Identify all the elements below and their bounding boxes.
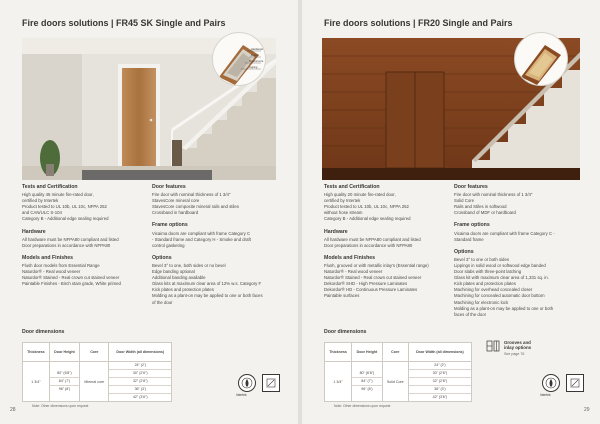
section-heading: Frame options bbox=[454, 222, 490, 229]
text-line: Door preparations in accordance with NFPA80 bbox=[22, 242, 111, 248]
page-number: 28 bbox=[10, 407, 16, 413]
text-line: of the door bbox=[152, 299, 173, 305]
height-value: 96" (8') bbox=[361, 387, 373, 391]
height-value: 84" (7') bbox=[50, 378, 79, 386]
text-line: Standard frame bbox=[454, 236, 484, 242]
page-number: 29 bbox=[584, 407, 590, 413]
text-line: High quality 20 minute fire-rated door, bbox=[324, 192, 396, 198]
text-line: - Standard frame and Category H - Smoke and draft bbox=[152, 236, 251, 242]
table-header: Door Width (all dimensions) bbox=[109, 343, 172, 362]
width-value: 42" (3'6") bbox=[132, 395, 148, 399]
table-header: Thickness bbox=[325, 343, 352, 362]
width-value: 30" (2'6") bbox=[409, 370, 471, 378]
section-frame-options bbox=[454, 222, 578, 242]
section-heading: Models and Finishes bbox=[324, 254, 376, 261]
section-heading: Tests and Certification bbox=[324, 184, 380, 190]
fire-label-logo bbox=[542, 374, 560, 392]
table-row bbox=[23, 362, 172, 402]
table-header: Door Width (all dimensions) bbox=[408, 343, 471, 362]
left-column-1 bbox=[22, 184, 140, 293]
groove-subtitle: See page 76 bbox=[504, 351, 525, 356]
text-line: Vicaima doors are compliant with frame Category C - bbox=[454, 230, 555, 236]
text-line: Crossband in hardboard bbox=[152, 210, 199, 216]
text-line: Lippings in solid wood or softwood edge banded bbox=[454, 262, 546, 268]
text-line: Kick plates and protection plates bbox=[152, 287, 214, 293]
section-hardware bbox=[22, 229, 140, 249]
logo-caption: Intertek bbox=[236, 393, 247, 397]
table-header: Core bbox=[80, 343, 109, 362]
page-title: Fire doors solutions | FR20 Single and Pairs bbox=[324, 18, 513, 28]
text-line: Naturdor® Stained - Real crown cut stained veneer bbox=[324, 275, 422, 281]
text-line: Machining for concealed automatic door bottom bbox=[454, 293, 545, 299]
groove-title: inlay options bbox=[504, 345, 532, 351]
text-line: control gasketing bbox=[152, 242, 185, 248]
dimensions-title: Door dimensions bbox=[22, 329, 65, 335]
text-line: Product tested to UL 10b, UL 10c, NFPA 252 bbox=[324, 204, 409, 210]
dimensions-title: Door dimensions bbox=[324, 329, 367, 335]
section-heading: Options bbox=[454, 248, 474, 255]
door-core-inset bbox=[514, 32, 568, 86]
section-heading: Options bbox=[152, 254, 172, 261]
inset-label: Hardwood bbox=[251, 48, 263, 51]
text-line: All hardware must be NFPA80 compliant and listed bbox=[324, 236, 421, 242]
text-line: certified by Intertek bbox=[324, 198, 361, 204]
text-line: Edge banding optional bbox=[152, 269, 195, 275]
right-page bbox=[302, 0, 600, 424]
text-line: Crossband of MDF or hardboard bbox=[454, 210, 516, 216]
table-cell: 1 3/4" bbox=[325, 362, 352, 402]
height-value: 80" (6'8") bbox=[352, 370, 382, 378]
dimensions-note: Note: Other dimensions upon request bbox=[32, 404, 89, 408]
groove-text bbox=[504, 340, 531, 357]
table-cell bbox=[352, 362, 383, 402]
text-line: Dekordor® SHD - High Pressure Laminates bbox=[324, 281, 408, 287]
table-cell: 1 3/4" bbox=[23, 362, 50, 402]
inset-label: Mineral core bbox=[249, 60, 264, 63]
text-line: Glass kits at maximum clear area of 12% w.s. Category F bbox=[152, 281, 262, 287]
width-value: 24" (2') bbox=[109, 362, 171, 370]
text-line: Paintable Finishes - Birch stain grade, White primed bbox=[22, 281, 121, 287]
table-cell bbox=[408, 362, 471, 402]
text-line: Naturdor® Stained - Real crown cut stained veneer bbox=[22, 275, 120, 281]
table-row bbox=[325, 362, 472, 402]
text-line: StavesCore composite mineral rails and stiles bbox=[152, 204, 239, 210]
text-line: Machining for electronic lock bbox=[454, 299, 509, 305]
text-line: Door preparations in accordance with NFPA80 bbox=[324, 242, 413, 248]
door-core-inset bbox=[212, 32, 266, 86]
inset-label: Frame bbox=[251, 54, 259, 57]
text-line: Category B - Additional edge sealing required bbox=[324, 216, 411, 222]
height-value: 80" (6'8") bbox=[50, 370, 79, 378]
text-line: faces of the door bbox=[454, 311, 487, 317]
text-line: Molding as a plant-on may be applied to one or both faces bbox=[152, 293, 263, 299]
section-options bbox=[152, 255, 276, 306]
groove-options-callout bbox=[486, 340, 531, 357]
section-door-features bbox=[152, 184, 276, 216]
table-cell: Solid Core bbox=[382, 362, 408, 402]
text-line: High quality 45 minute fire-rated door, bbox=[22, 192, 94, 198]
text-line: Solid Core bbox=[454, 198, 475, 204]
text-line: Paintable surfaces bbox=[324, 293, 360, 299]
table-header: Thickness bbox=[23, 343, 50, 362]
section-models bbox=[324, 255, 442, 300]
table-header: Door Height bbox=[352, 343, 383, 362]
width-value: 36" (3') bbox=[109, 386, 171, 394]
text-line: All hardware must be NFPA80 compliant and listed bbox=[22, 236, 119, 242]
width-value: 30" (2'6") bbox=[109, 370, 171, 378]
logo-caption: Intertek bbox=[540, 393, 551, 397]
text-line: certified by Intertek bbox=[22, 198, 59, 204]
text-line: Fire door with nominal thickness of 1 3/4" bbox=[152, 192, 231, 198]
groove-inlay-icon bbox=[486, 340, 500, 352]
text-line: Kick plates and protection plates bbox=[454, 281, 516, 287]
dimensions-table bbox=[324, 342, 472, 402]
text-line: Rails and Stiles in softwood bbox=[454, 204, 507, 210]
text-line: Product tested to UL 10b, UL 10c, NFPA 252 bbox=[22, 204, 107, 210]
section-heading: Tests and Certification bbox=[22, 184, 78, 190]
right-column-2 bbox=[454, 184, 578, 324]
section-door-features bbox=[454, 184, 578, 216]
text-line: Vicaima doors are compliant with frame Category C bbox=[152, 230, 251, 236]
text-line: Dekordor® HD - Continuous Pressure Laminates bbox=[324, 287, 418, 293]
certification-logos bbox=[238, 374, 280, 392]
width-value: 32" (2'8") bbox=[109, 378, 171, 386]
width-value: 32" (2'8") bbox=[409, 378, 471, 386]
text-line: and CAN/ULC S-104 bbox=[22, 210, 62, 216]
text-line: Flush, grooved or with metallic inlay's (Essential range) bbox=[324, 262, 429, 268]
table-cell bbox=[109, 362, 172, 402]
height-value: 84" (7') bbox=[352, 378, 382, 386]
width-value: 24" (2') bbox=[409, 362, 471, 370]
section-heading: Hardware bbox=[22, 228, 46, 235]
text-line: Additional banding available bbox=[152, 275, 206, 281]
height-value: 96" (8') bbox=[58, 387, 71, 391]
section-tests bbox=[324, 184, 442, 223]
text-line: Door slabs with three-point latching bbox=[454, 269, 522, 275]
text-line: Bevel 3° to one, both sides or no bevel bbox=[152, 262, 226, 268]
left-page bbox=[0, 0, 298, 424]
text-line: without hose stream bbox=[324, 210, 363, 216]
section-tests bbox=[22, 184, 140, 223]
certification-logos bbox=[542, 374, 584, 392]
text-line: Machining for overhead concealed closer bbox=[454, 287, 533, 293]
table-header: Core bbox=[382, 343, 408, 362]
inset-label: Lipping bbox=[249, 66, 258, 69]
text-line: Naturdor® - Real wood veneer bbox=[22, 269, 81, 275]
certification-mark-icon bbox=[262, 374, 280, 392]
section-frame-options bbox=[152, 222, 276, 248]
text-line: Flush door models from Essential Range bbox=[22, 262, 100, 268]
section-heading: Frame options bbox=[152, 222, 188, 229]
section-heading: Door features bbox=[152, 184, 186, 190]
fire-label-logo bbox=[238, 374, 256, 392]
section-heading: Models and Finishes bbox=[22, 254, 74, 261]
table-cell: Mineral core bbox=[80, 362, 109, 402]
left-column-2 bbox=[152, 184, 276, 312]
text-line: Bevel 3° to one or both sides bbox=[454, 256, 509, 262]
text-line: Naturdor® - Real wood veneer bbox=[324, 269, 383, 275]
section-hardware bbox=[324, 229, 442, 249]
certification-mark-icon bbox=[566, 374, 584, 392]
section-models bbox=[22, 255, 140, 287]
text-line: Category B - Additional edge sealing required bbox=[22, 216, 109, 222]
width-value: 42" (3'6") bbox=[432, 395, 448, 399]
dimensions-note: Note: Other dimensions upon request bbox=[334, 404, 391, 408]
section-heading: Door features bbox=[454, 184, 488, 190]
table-header: Door Height bbox=[49, 343, 79, 362]
dimensions-table bbox=[22, 342, 172, 402]
text-line: StavesCore mineral core bbox=[152, 198, 200, 204]
table-cell bbox=[49, 362, 79, 402]
text-line: Glass kit with maximum clear area of 1,331 sq. in. bbox=[454, 275, 549, 281]
right-column-1 bbox=[324, 184, 442, 306]
text-line: Molding as a plant-on may be applied to one or both bbox=[454, 305, 554, 311]
section-options bbox=[454, 249, 578, 318]
groove-title: Grooves and bbox=[504, 340, 531, 345]
page-title: Fire doors solutions | FR45 SK Single and Pairs bbox=[22, 18, 226, 28]
width-value: 36" (3') bbox=[409, 386, 471, 394]
section-heading: Hardware bbox=[324, 228, 348, 235]
text-line: Fire door with nominal thickness of 1 3/4" bbox=[454, 192, 533, 198]
